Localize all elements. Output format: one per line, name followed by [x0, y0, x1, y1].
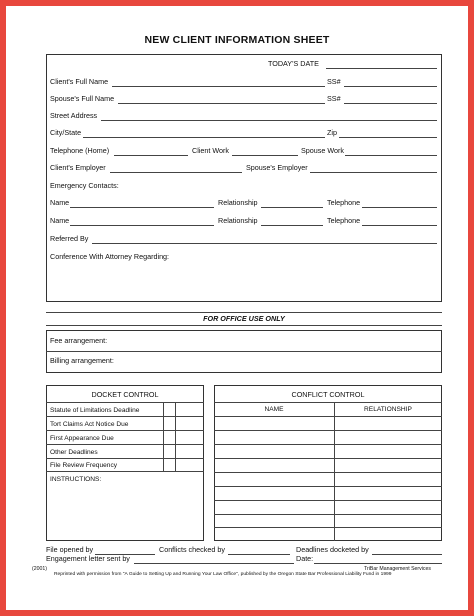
spouse-work-label: Spouse Work	[301, 146, 345, 155]
docket-row-rule-1	[46, 416, 204, 417]
emergency-contacts-label: Emergency Contacts:	[50, 181, 119, 190]
date-label: Date:	[296, 554, 314, 563]
year-note: (2001)	[32, 566, 47, 572]
reprint-note: Reprinted with permission from "A Guide to Setting Up and Running Your Law Office", published by the Oregon State Bar Professional Liability Fund in 1999	[54, 572, 392, 577]
conflict-col-name: NAME	[264, 406, 284, 413]
client-work-field[interactable]	[232, 155, 298, 156]
emergency-name-field-2[interactable]	[70, 225, 214, 226]
ss-label-2: SS#	[327, 94, 341, 103]
docket-row-label-1: Statute of Limitations Deadline	[50, 407, 140, 414]
deadlines-docketed-by-field[interactable]	[372, 554, 442, 555]
conflict-row-rule-1	[214, 416, 442, 417]
form-sheet	[6, 6, 468, 610]
emergency-relationship-field-1[interactable]	[261, 207, 323, 208]
clients-full-name-label: Client's Full Name	[50, 77, 109, 86]
conflict-row-rule-6	[214, 486, 442, 487]
docket-row-label-2: Tort Claims Act Notice Due	[50, 421, 129, 428]
spouses-full-name-field[interactable]	[118, 103, 325, 104]
conflict-row-rule-3	[214, 444, 442, 445]
office-use-heading: FOR OFFICE USE ONLY	[203, 314, 285, 323]
todays-date-label: TODAY'S DATE	[268, 59, 319, 68]
office-use-top-rule	[46, 312, 442, 313]
emergency-relationship-label-1: Relationship	[218, 198, 258, 207]
billing-arrangement-label[interactable]: Billing arrangement:	[50, 356, 114, 365]
docket-row-label-4: Other Deadlines	[50, 449, 98, 456]
docket-row-rule-5	[46, 471, 204, 472]
conflicts-checked-by-label: Conflicts checked by	[159, 545, 225, 554]
company-note: TriBar Management Services	[364, 566, 431, 572]
spouses-employer-label: Spouse's Employer	[246, 163, 308, 172]
docket-row-label-3: First Appearance Due	[50, 435, 114, 442]
emergency-telephone-label-1: Telephone	[327, 198, 361, 207]
docket-row-rule-3	[46, 444, 204, 445]
telephone-home-field[interactable]	[114, 155, 188, 156]
todays-date-field[interactable]	[326, 68, 437, 69]
emergency-relationship-field-2[interactable]	[261, 225, 323, 226]
city-state-label: City/State	[50, 128, 82, 137]
instructions-label: INSTRUCTIONS:	[50, 476, 102, 483]
docket-row-label-5: File Review Frequency	[50, 462, 118, 469]
zip-field[interactable]	[339, 137, 437, 138]
referred-by-label: Referred By	[50, 234, 89, 243]
clients-full-name-field[interactable]	[112, 86, 325, 87]
conflicts-checked-by-field[interactable]	[228, 554, 290, 555]
emergency-relationship-label-2: Relationship	[218, 216, 258, 225]
docket-header-rule	[46, 402, 204, 403]
spouse-work-field[interactable]	[345, 155, 437, 156]
file-opened-by-label: File opened by	[46, 545, 94, 554]
docket-row-rule-4	[46, 458, 204, 459]
conference-notes-area[interactable]	[50, 264, 438, 298]
docket-col-divider-1	[163, 402, 164, 471]
docket-row-rule-2	[46, 430, 204, 431]
page-title: NEW CLIENT INFORMATION SHEET	[144, 34, 330, 46]
conflict-row-rule-2	[214, 430, 442, 431]
zip-label: Zip	[327, 128, 337, 137]
docket-col-divider-2	[175, 402, 176, 471]
ss-label-1: SS#	[327, 77, 341, 86]
emergency-name-field-1[interactable]	[70, 207, 214, 208]
clients-employer-field[interactable]	[110, 172, 242, 173]
client-work-label: Client Work	[192, 146, 230, 155]
emergency-name-label-2: Name	[50, 216, 70, 225]
street-address-label: Street Address	[50, 111, 98, 120]
ss-field-1[interactable]	[344, 86, 437, 87]
conference-label: Conference With Attorney Regarding:	[50, 252, 170, 261]
clients-employer-label: Client's Employer	[50, 163, 106, 172]
conflict-row-rule-4	[214, 458, 442, 459]
spouses-employer-field[interactable]	[310, 172, 437, 173]
conflict-col-relationship: RELATIONSHIP	[364, 406, 412, 413]
docket-control-heading: DOCKET CONTROL	[91, 390, 159, 399]
date-field[interactable]	[314, 563, 442, 564]
city-state-field[interactable]	[83, 137, 325, 138]
engagement-letter-field[interactable]	[134, 563, 294, 564]
office-use-bottom-rule	[46, 325, 442, 326]
street-address-field[interactable]	[101, 120, 437, 121]
conflict-control-heading: CONFLICT CONTROL	[291, 390, 365, 399]
telephone-home-label: Telephone (Home)	[50, 146, 110, 155]
emergency-telephone-field-2[interactable]	[362, 225, 437, 226]
conflict-header-rule	[214, 402, 442, 403]
emergency-telephone-label-2: Telephone	[327, 216, 361, 225]
ss-field-2[interactable]	[344, 103, 437, 104]
spouses-full-name-label: Spouse's Full Name	[50, 94, 115, 103]
fee-arrangement-label[interactable]: Fee arrangement:	[50, 336, 108, 345]
conflict-row-rule-5	[214, 472, 442, 473]
deadlines-docketed-by-label: Deadlines docketed by	[296, 545, 369, 554]
conflict-row-rule-7	[214, 500, 442, 501]
emergency-telephone-field-1[interactable]	[362, 207, 437, 208]
engagement-letter-label: Engagement letter sent by	[46, 554, 130, 563]
conflict-row-rule-8	[214, 514, 442, 515]
referred-by-field[interactable]	[92, 243, 437, 244]
emergency-name-label-1: Name	[50, 198, 70, 207]
arrangement-divider	[46, 351, 442, 352]
conflict-row-rule-9	[214, 527, 442, 528]
